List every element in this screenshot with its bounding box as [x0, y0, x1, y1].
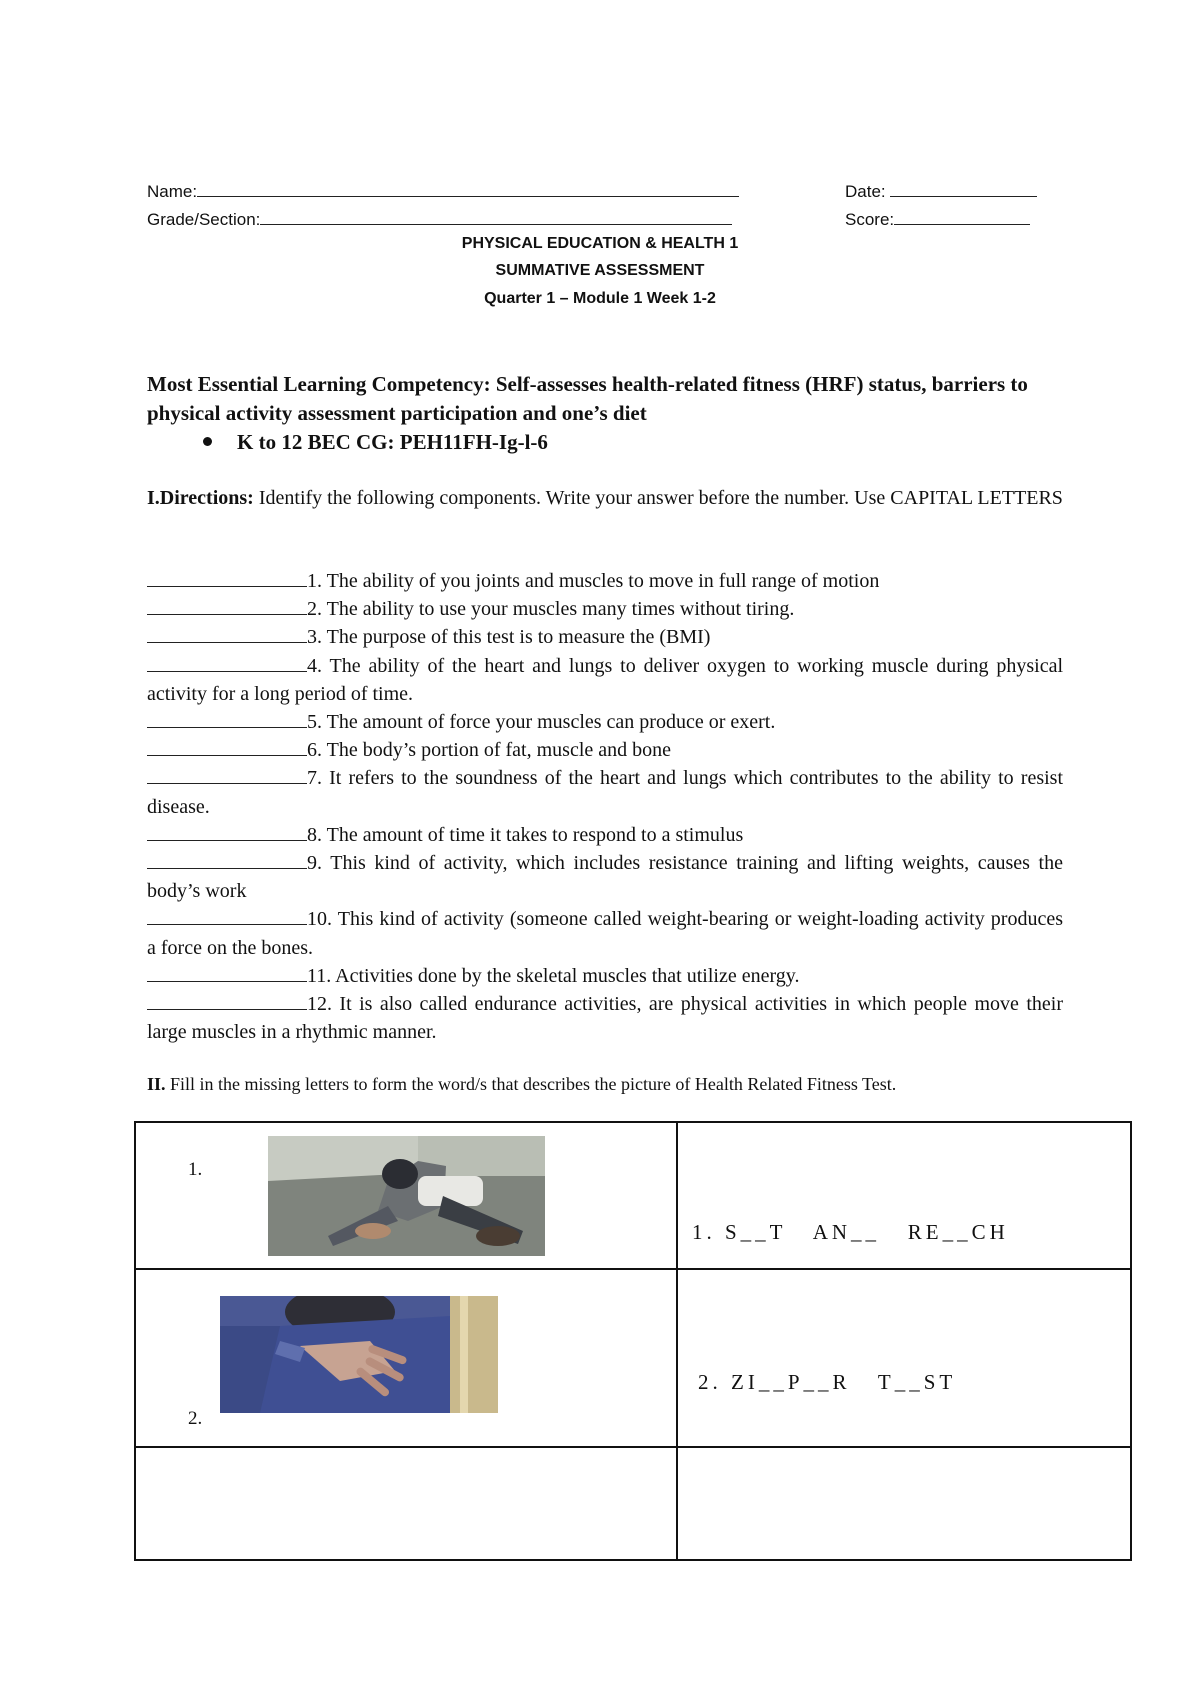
table-row — [135, 1447, 1131, 1560]
question-item: 9. This kind of activity, which includes resistance training and lifting weights, causes the body’s work — [147, 852, 1063, 903]
part1-items — [147, 567, 1063, 1046]
question-item: 6. The body’s portion of fat, muscle and bone — [147, 736, 1063, 764]
melc-label: Most Essential Learning Competency: — [147, 372, 491, 396]
zipper-test-image — [220, 1296, 498, 1413]
answer-blank[interactable] — [147, 765, 307, 784]
zipper-test-photo — [220, 1296, 498, 1413]
score-field[interactable] — [894, 208, 1030, 225]
question-item: 3. The purpose of this test is to measure the (BMI) — [147, 623, 1063, 651]
part2-directions — [147, 1071, 1047, 1098]
subject-title: PHYSICAL EDUCATION & HEALTH 1 — [461, 235, 739, 252]
grade-label: Grade/Section: — [147, 210, 261, 229]
question-item: 2. The ability to use your muscles many times without tiring. — [147, 595, 1063, 623]
name-row — [147, 180, 739, 202]
answer-blank[interactable] — [147, 850, 307, 869]
quarter-title: Quarter 1 – Module 1 Week 1-2 — [484, 290, 716, 307]
answer-cell — [677, 1269, 1131, 1447]
question-item: 4. The ability of the heart and lungs to deliver oxygen to working muscle during physical activity for a long period of time. — [147, 654, 1063, 705]
answer-blank[interactable] — [147, 624, 307, 643]
picture-cell — [135, 1269, 677, 1447]
table-row — [135, 1122, 1131, 1269]
part1-text: Identify the following components. Write your answer before the number. Use CAPITAL LETTERS — [258, 487, 1063, 509]
answer-blank[interactable] — [147, 822, 307, 841]
row-number: 1. — [188, 1159, 203, 1180]
answer-blank[interactable] — [147, 709, 307, 728]
question-item: 8. The amount of time it takes to respond to a stimulus — [147, 821, 1063, 849]
table-row — [135, 1269, 1131, 1447]
sit-and-reach-image — [268, 1136, 545, 1256]
bullet-icon — [203, 437, 212, 446]
sit-and-reach-photo — [268, 1136, 545, 1256]
name-field[interactable] — [197, 180, 739, 197]
question-item: 7. It refers to the soundness of the heart and lungs which contributes to the ability to resist disease. — [147, 767, 1063, 818]
answer-text: 1. S__T AN__ RE__CH — [692, 1220, 1009, 1244]
question-item: 10. This kind of activity (someone called weight-bearing or weight-loading activity produces a force on the bones. — [147, 908, 1063, 959]
answer-blank[interactable] — [147, 596, 307, 615]
row-number: 2. — [188, 1408, 203, 1429]
answer-blank[interactable] — [147, 568, 307, 587]
grade-field[interactable] — [260, 208, 732, 225]
answer-blank[interactable] — [147, 906, 307, 925]
score-label: Score: — [845, 210, 895, 229]
picture-cell — [135, 1122, 677, 1269]
part2-text: Fill in the missing letters to form the word/s that describes the picture of Health Related Fitness Test. — [170, 1074, 897, 1094]
melc-paragraph — [147, 370, 1067, 428]
question-item: 5. The amount of force your muscles can produce or exert. — [147, 708, 1063, 736]
empty-answer-cell — [677, 1447, 1131, 1560]
empty-picture-cell — [135, 1447, 677, 1560]
answer-blank[interactable] — [147, 963, 307, 982]
part2-table — [134, 1121, 1132, 1561]
date-label: Date: — [845, 182, 886, 201]
name-label: Name: — [147, 182, 198, 201]
score-row — [845, 208, 1030, 230]
answer-text: 2. ZI__P__R T__ST — [698, 1370, 957, 1394]
melc-code: K to 12 BEC CG: PEH11FH-Ig-l-6 — [237, 430, 548, 454]
grade-row — [147, 208, 732, 230]
part2-label: II. — [147, 1074, 166, 1094]
answer-blank[interactable] — [147, 653, 307, 672]
question-item: 1. The ability of you joints and muscles to move in full range of motion — [147, 567, 1063, 595]
answer-blank[interactable] — [147, 737, 307, 756]
part1-label: I.Directions: — [147, 487, 254, 509]
question-item: 11. Activities done by the skeletal muscles that utilize energy. — [147, 962, 1063, 990]
date-field[interactable] — [890, 180, 1037, 197]
question-item: 12. It is also called endurance activities, are physical activities in which people move their large muscles in a rhythmic manner. — [147, 993, 1063, 1044]
assessment-title: SUMMATIVE ASSESSMENT — [495, 262, 705, 279]
date-row — [845, 180, 1037, 202]
answer-blank[interactable] — [147, 991, 307, 1010]
melc-text: Self-assesses health-related fitness (HRF) status, barriers to physical activity assessment participation and one’s diet — [147, 372, 1028, 425]
melc-bullet — [203, 430, 548, 455]
part1-directions — [147, 485, 1063, 512]
answer-cell — [677, 1122, 1131, 1269]
